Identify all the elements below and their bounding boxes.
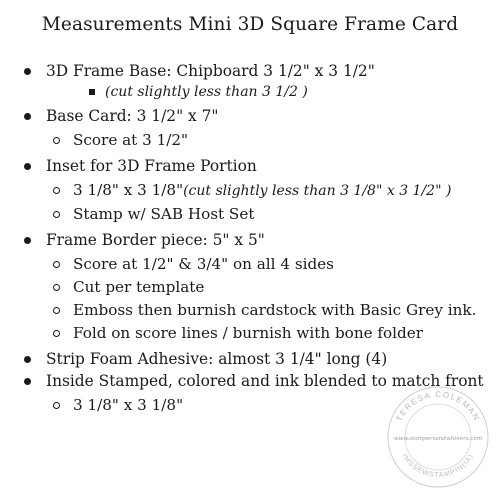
list-subitem <box>46 179 490 203</box>
list-item <box>0 60 490 102</box>
measurements-list <box>0 60 490 420</box>
list-subitem: Stamp w/ SAB Host Set <box>46 203 490 226</box>
list-subitem: Cut per template <box>46 276 490 299</box>
list-item <box>0 229 490 345</box>
stamp-bottom-text: IMSSEWSTAMPIN(IA) <box>400 452 476 480</box>
list-subitem: (cut slightly less than 3 1/2 ) <box>46 82 490 102</box>
svg-text:TERESA COLEMAN <box>395 390 482 423</box>
item-text: Base Card: 3 1/2" x 7" <box>46 107 219 125</box>
item-text: Strip Foam Adhesive: almost 3 1/4" long (4) <box>46 350 388 368</box>
item-text: Frame Border piece: 5" x 5" <box>46 231 265 249</box>
watermark-stamp <box>386 385 490 489</box>
list-subitem: Score at 3 1/2" <box>46 129 490 152</box>
list-item <box>0 105 490 152</box>
page-title: Measurements Mini 3D Square Frame Card <box>41 14 459 35</box>
list-item <box>0 348 490 370</box>
list-subitem: Score at 1/2" & 3/4" on all 4 sides <box>46 253 490 276</box>
subitem-note: (cut slightly less than 3 1/8" x 3 1/2" ) <box>183 183 452 199</box>
list-subitem: Emboss then burnish cardstock with Basic Grey ink. <box>46 299 490 322</box>
stamp-top-text: TERESA COLEMAN <box>394 389 482 423</box>
list-item <box>0 155 490 226</box>
subitem-text: 3 1/8" x 3 1/8" <box>73 181 184 199</box>
list-subitem: Fold on score lines / burnish with bone folder <box>46 322 490 345</box>
item-text: 3D Frame Base: Chipboard 3 1/2" x 3 1/2" <box>46 62 375 80</box>
item-text: Inside Stamped, colored and ink blended to match front <box>46 372 484 390</box>
stamp-center-text: www.stampersandwhiners.com <box>393 436 483 442</box>
item-text: Inset for 3D Frame Portion <box>46 157 257 175</box>
list-subitem: 3 1/8" x 3 1/8" <box>46 394 490 417</box>
